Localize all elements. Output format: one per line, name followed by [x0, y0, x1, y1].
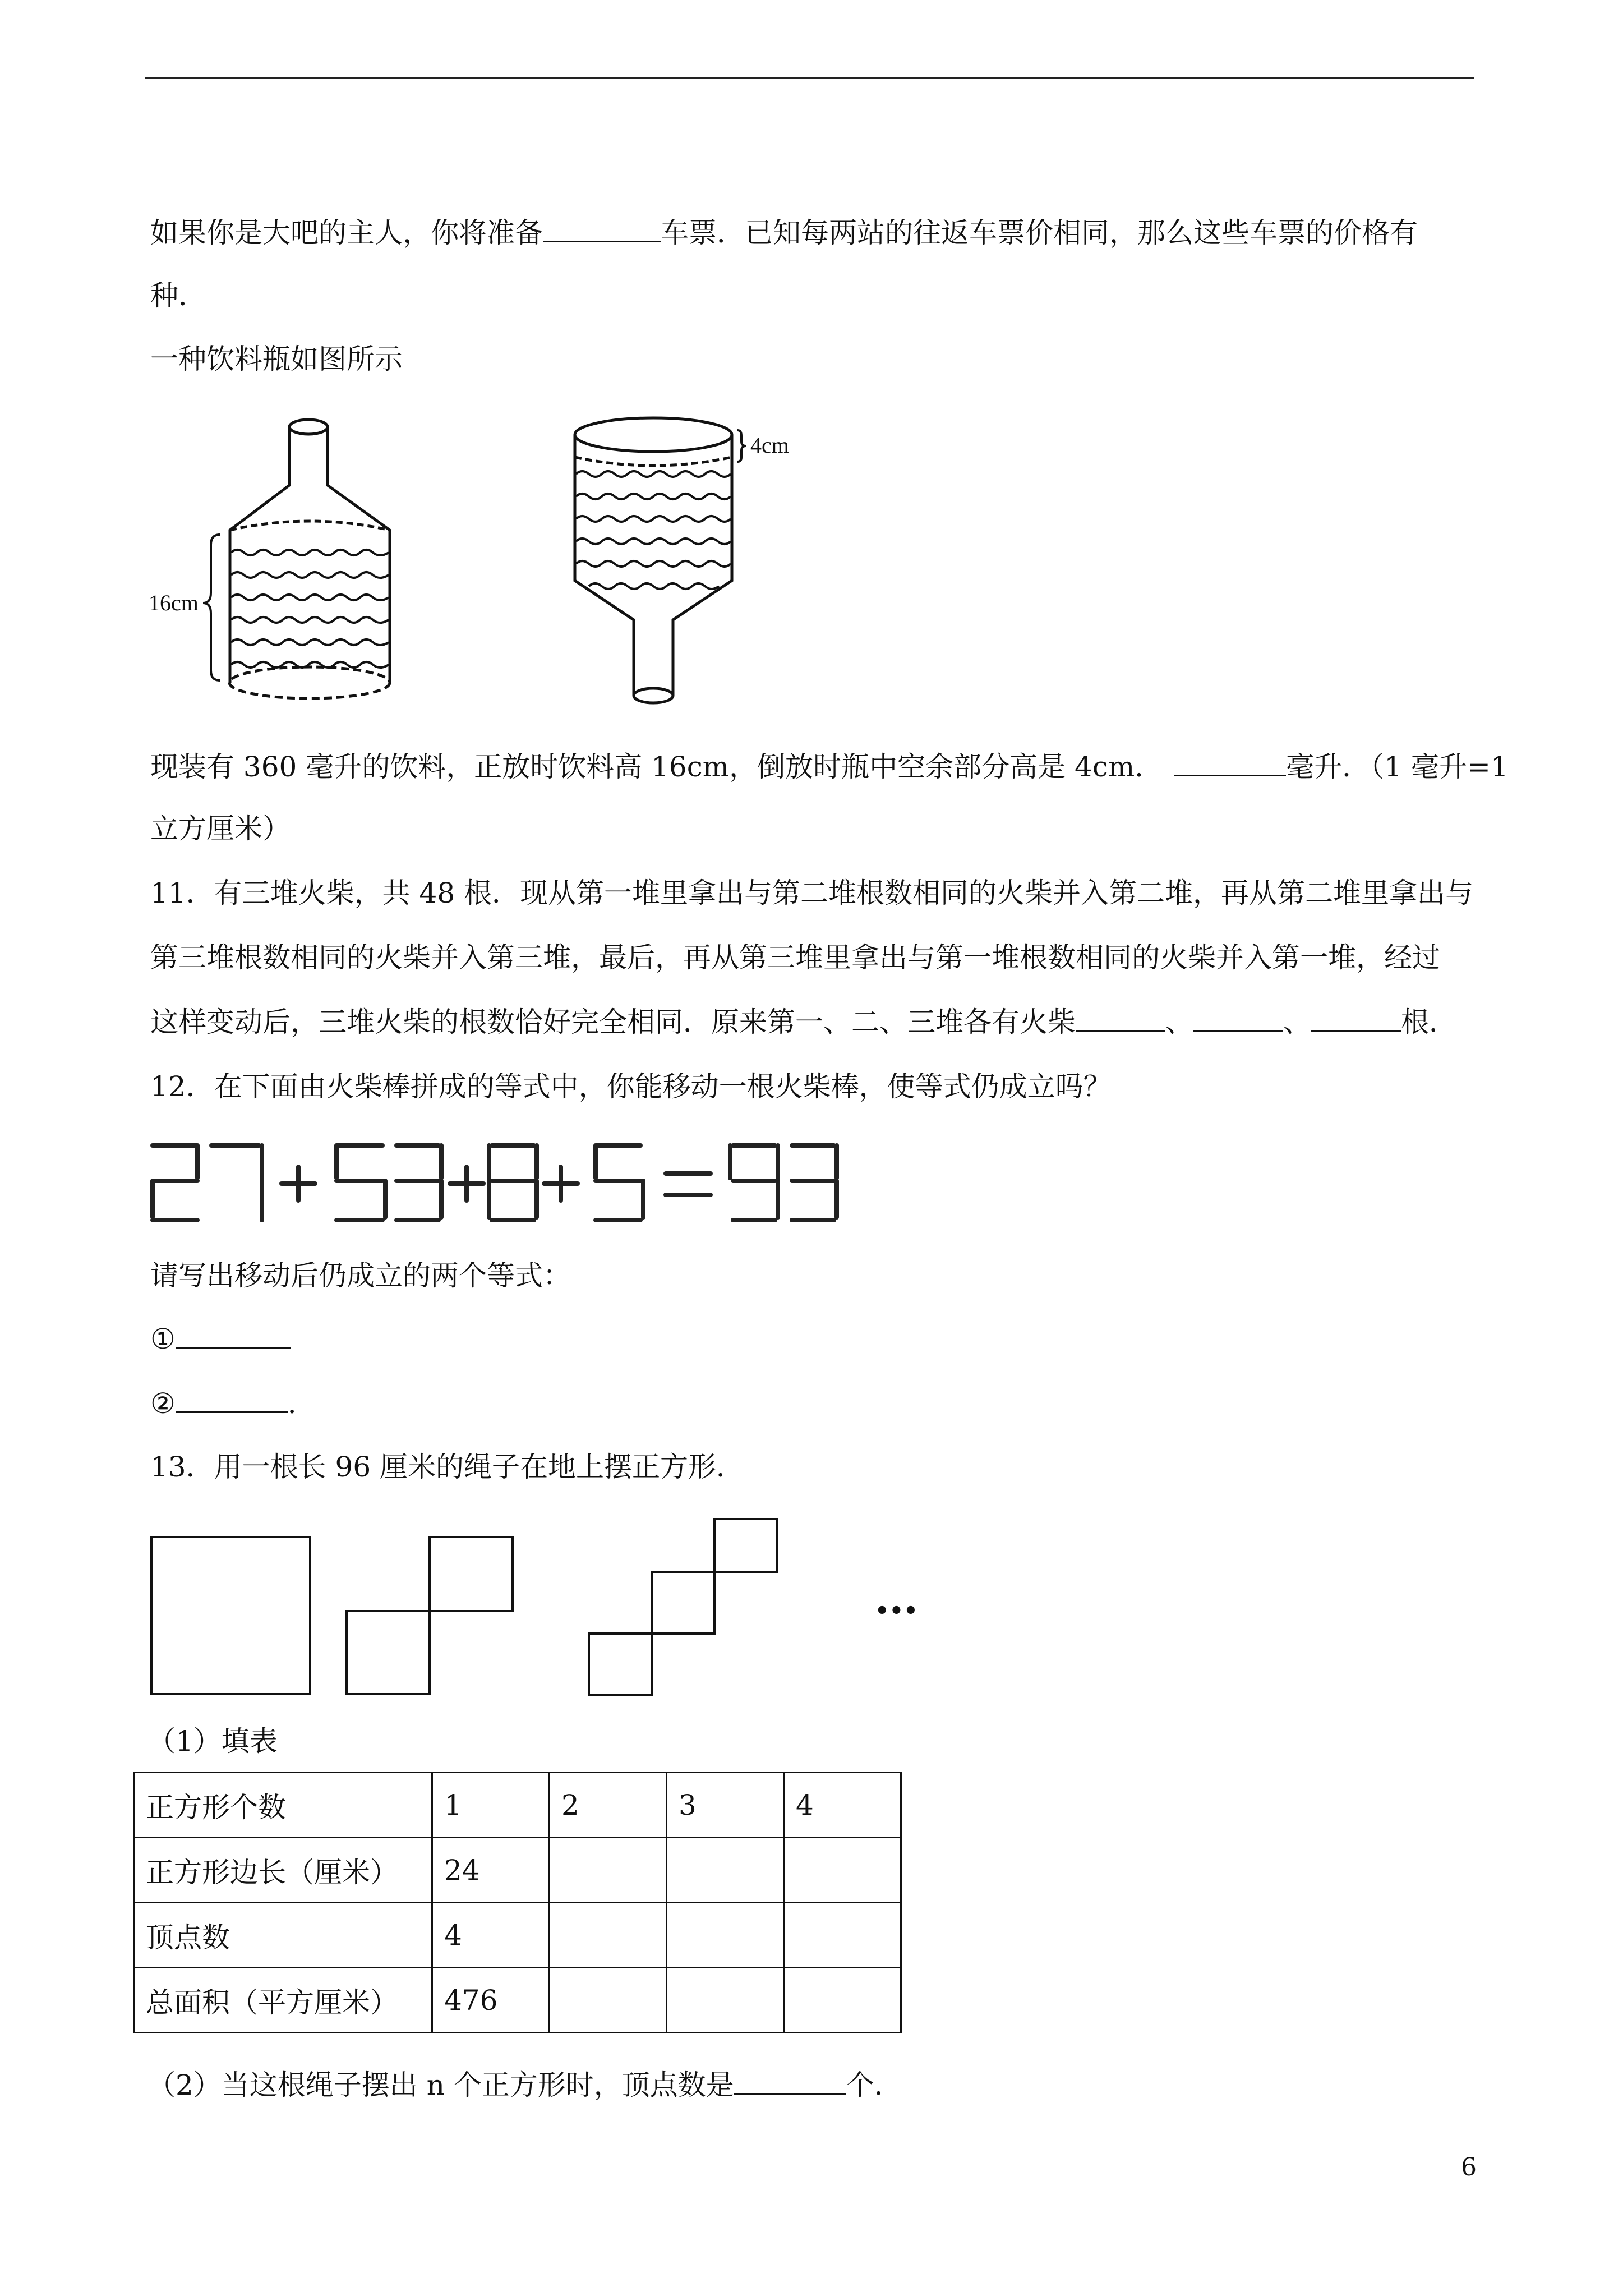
q12-prompt: 请写出移动后仍成立的两个等式： [150, 1259, 571, 1292]
circled-number-1: ① [150, 1323, 176, 1355]
table-row [134, 1773, 901, 1838]
answer-blank[interactable] [543, 216, 661, 242]
q11-line1: 11．有三堆火柴，共 48 根．现从第一堆里拿出与第二堆根数相同的火柴并入第二堆，再从第二堆里拿出与 [150, 877, 1474, 909]
text: 这样变动后，三堆火柴的根数恰好完全相同．原来第一、二、三堆各有火柴 [150, 1006, 1076, 1038]
text: ． [287, 1387, 316, 1420]
table-cell-input[interactable] [667, 1968, 784, 2033]
text: 毫升．（1 毫升=1 [1286, 751, 1509, 783]
table-cell-input[interactable] [667, 1903, 784, 1968]
page-number: 6 [1461, 2153, 1477, 2182]
table-cell: 4 [784, 1773, 901, 1838]
table-cell-input[interactable] [550, 1968, 667, 2033]
text: 如果你是大吧的主人，你将准备 [150, 217, 543, 249]
text: （2）当这根绳子摆出 n 个正方形时，顶点数是 [147, 2069, 734, 2101]
square-2a [347, 1611, 430, 1694]
q-prev-line1 [150, 215, 1418, 251]
table-row [134, 1838, 901, 1903]
table-cell-input[interactable] [784, 1838, 901, 1903]
table-cell: 正方形个数 [134, 1773, 432, 1838]
table-cell-input[interactable] [550, 1903, 667, 1968]
table-cell: 2 [550, 1773, 667, 1838]
text: 根． [1401, 1006, 1457, 1038]
q12-item1 [150, 1321, 291, 1357]
table-cell: 3 [667, 1773, 784, 1838]
answer-blank[interactable] [734, 2068, 846, 2095]
square-3a [589, 1634, 652, 1695]
table-cell-input[interactable] [784, 1903, 901, 1968]
bottle-inverted-figure [572, 412, 819, 715]
matchstick-equation [147, 1139, 854, 1228]
square-3b [652, 1572, 714, 1634]
q11-line3 [150, 1004, 1457, 1040]
label-16cm: 16cm [149, 590, 199, 615]
ellipsis: ••• [875, 1598, 918, 1624]
separator: 、 [1165, 1006, 1193, 1038]
q11-line2: 第三堆根数相同的火柴并入第三堆，最后，再从第三堆里拿出与第一堆根数相同的火柴并入第一堆，经过 [150, 941, 1440, 974]
answer-blank[interactable] [176, 1387, 288, 1413]
table-cell: 总面积（平方厘米） [134, 1968, 432, 2033]
square-2b [430, 1537, 513, 1611]
table-cell: 24 [432, 1838, 550, 1903]
q10-line2: 立方厘米） [150, 812, 291, 845]
table-row [134, 1903, 901, 1968]
table-cell-input[interactable] [667, 1838, 784, 1903]
q10-line1 [150, 749, 1509, 785]
answer-blank-3[interactable] [1311, 1005, 1401, 1032]
text: 现装有 360 毫升的饮料，正放时饮料高 16cm，倒放时瓶中空余部分高是 4cm． [150, 751, 1163, 783]
squares-figure [146, 1515, 942, 1705]
q12-line1: 12．在下面由火柴棒拼成的等式中，你能移动一根火柴棒，使等式仍成立吗？ [150, 1070, 1112, 1103]
square-3c [714, 1519, 777, 1572]
q13-line1: 13．用一根长 96 厘米的绳子在地上摆正方形． [150, 1451, 745, 1483]
table-cell-input[interactable] [550, 1838, 667, 1903]
circled-number-2: ② [150, 1387, 176, 1420]
fill-table [133, 1772, 902, 2033]
text: 车票．已知每两站的往返车票价相同，那么这些车票的价格有 [661, 217, 1418, 249]
bottle-upright-figure [149, 412, 409, 693]
table-cell: 1 [432, 1773, 550, 1838]
q10-intro: 一种饮料瓶如图所示 [150, 343, 403, 375]
answer-blank-2[interactable] [1193, 1005, 1283, 1032]
label-4cm: 4cm [750, 432, 789, 458]
table-cell-input[interactable] [784, 1968, 901, 2033]
text: 个． [846, 2069, 902, 2101]
header-rule [145, 77, 1474, 79]
separator: 、 [1283, 1006, 1311, 1038]
q13-part1: （1）填表 [147, 1725, 278, 1757]
answer-blank[interactable] [176, 1322, 291, 1349]
q12-item2 [150, 1386, 316, 1421]
square-1 [151, 1537, 310, 1694]
answer-blank[interactable] [1174, 750, 1286, 776]
table-cell: 正方形边长（厘米） [134, 1838, 432, 1903]
table-cell: 476 [432, 1968, 550, 2033]
table-cell: 顶点数 [134, 1903, 432, 1968]
answer-blank-1[interactable] [1076, 1005, 1165, 1032]
q13-part2 [147, 2067, 902, 2103]
q-prev-line2: 种． [150, 279, 206, 312]
table-row [134, 1968, 901, 2033]
table-cell: 4 [432, 1903, 550, 1968]
